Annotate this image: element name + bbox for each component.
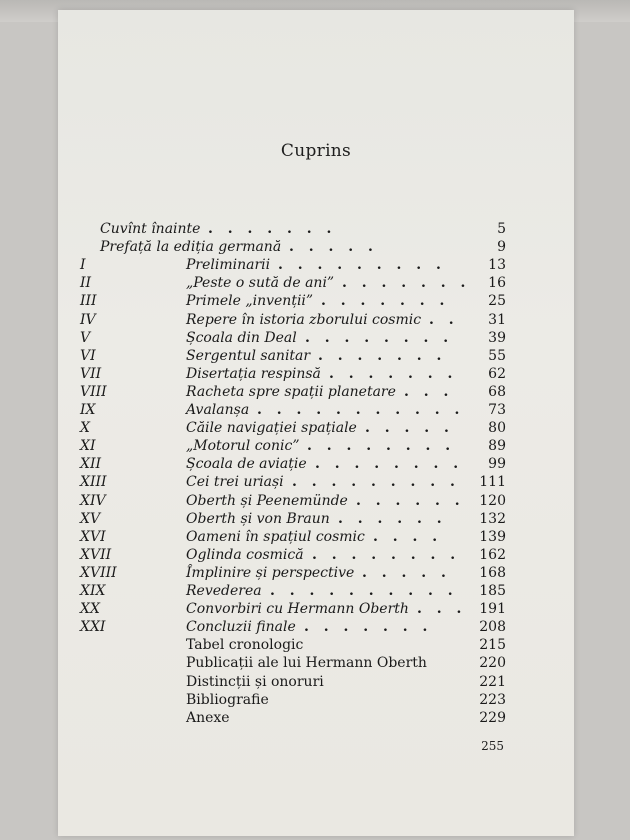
chapter-title: Distincții și onoruri <box>186 673 324 690</box>
page-reference: 31 <box>488 311 506 328</box>
toc-entry <box>58 582 574 601</box>
leader-dots: . . . . . . . <box>304 619 433 636</box>
toc-entry <box>58 618 574 637</box>
chapter-number: III <box>80 293 97 310</box>
toc-entry <box>58 292 574 311</box>
chapter-title: Oglinda cosmică <box>186 546 304 563</box>
toc-entry <box>58 546 574 565</box>
chapter-title: Bibliografie <box>186 691 269 708</box>
chapter-number: VII <box>80 365 102 382</box>
leader-dots: . . . . . . . <box>342 275 471 292</box>
page-reference: 80 <box>488 420 506 437</box>
leader-dots: . . <box>429 311 459 328</box>
chapter-number: XVII <box>80 546 112 563</box>
leader-dots: . . . . . . . . <box>315 456 464 473</box>
toc-entry <box>58 636 574 655</box>
page-reference: 132 <box>479 510 506 527</box>
page-reference: 208 <box>479 619 506 636</box>
chapter-number: XVI <box>80 528 106 545</box>
page-reference: 9 <box>497 239 506 256</box>
toc-entry <box>58 347 574 366</box>
chapter-number: XIV <box>80 492 106 509</box>
chapter-title: Disertația respinsă <box>186 365 321 382</box>
chapter-number: X <box>80 420 90 437</box>
chapter-number: XV <box>80 510 101 527</box>
leader-dots: . . . . . . <box>338 510 447 527</box>
page-reference: 215 <box>479 637 506 654</box>
toc-entry <box>58 473 574 492</box>
toc-entry <box>58 455 574 474</box>
chapter-title: Oberth și Peenemünde <box>186 492 348 509</box>
page-reference: 220 <box>479 655 506 672</box>
page-reference: 191 <box>479 601 506 618</box>
chapter-title: „Peste o sută de ani” <box>186 275 335 292</box>
leader-dots: . . . . . . . <box>208 221 337 237</box>
page-title: Cuprins <box>280 141 352 161</box>
chapter-title: Împlinire și perspective <box>186 564 355 581</box>
toc-entry <box>58 600 574 619</box>
leader-dots: . . . . . <box>289 239 378 256</box>
toc-entry <box>58 383 574 402</box>
page-reference: 223 <box>479 691 506 708</box>
leader-dots: . . . <box>404 383 454 400</box>
chapter-number: IV <box>80 311 96 328</box>
chapter-number: VI <box>80 347 96 364</box>
chapter-number: XII <box>80 456 102 473</box>
chapter-title: Anexe <box>186 709 230 726</box>
chapter-title: Școala din Deal <box>186 329 297 346</box>
toc-entry <box>58 673 574 692</box>
toc-entry <box>58 419 574 438</box>
page-reference: 111 <box>479 474 506 491</box>
page-reference: 25 <box>488 293 506 310</box>
leader-dots: . . . <box>417 601 467 618</box>
toc-entry <box>58 220 574 239</box>
toc-entry <box>58 492 574 511</box>
leader-dots: . . . . . <box>362 564 451 581</box>
chapter-number: XIX <box>80 583 106 599</box>
toc-entry <box>58 709 574 728</box>
chapter-title: Căile navigației spațiale <box>186 420 357 437</box>
leader-dots: . . . . . . . . <box>305 329 454 346</box>
chapter-title: Școala de aviație <box>186 456 307 473</box>
toc-entry <box>58 654 574 673</box>
chapter-number: XVIII <box>80 564 117 581</box>
page-reference: 62 <box>488 365 506 382</box>
chapter-title: Oberth și von Braun <box>186 510 330 527</box>
chapter-title: Tabel cronologic <box>186 637 304 654</box>
chapter-title: Avalanșa <box>186 402 250 418</box>
page-reference: 55 <box>488 347 506 364</box>
page-reference: 5 <box>497 221 506 237</box>
chapter-number: II <box>80 275 92 292</box>
book-page <box>58 10 574 836</box>
chapter-title: Publicații ale lui Hermann Oberth <box>186 655 427 672</box>
leader-dots: . . . . . . . . . <box>292 474 460 491</box>
leader-dots: . . . . . . . <box>329 365 458 382</box>
chapter-title: Prefață la ediția germană <box>100 239 282 256</box>
chapter-number: XXI <box>80 619 106 636</box>
page-reference: 89 <box>488 438 506 455</box>
page-reference: 16 <box>488 275 506 292</box>
chapter-number: V <box>80 329 91 346</box>
chapter-title: Revederea <box>186 583 262 599</box>
toc-entry <box>58 274 574 293</box>
leader-dots: . . . . . . <box>356 492 465 509</box>
leader-dots: . . . . . . . . . . <box>270 583 458 599</box>
toc-entry <box>58 256 574 275</box>
leader-dots: . . . . <box>373 528 443 545</box>
toc-entry <box>58 437 574 456</box>
chapter-number: VIII <box>80 383 107 400</box>
chapter-number: XX <box>80 601 100 618</box>
chapter-title: Sergentul sanitar <box>186 347 311 364</box>
toc-entry <box>58 401 574 420</box>
page-reference: 162 <box>479 546 506 563</box>
page-reference: 99 <box>488 456 506 473</box>
leader-dots: . . . . . <box>365 420 454 437</box>
page-reference: 221 <box>479 673 506 690</box>
leader-dots: . . . . . . . . . <box>278 257 446 274</box>
toc-entry <box>58 311 574 330</box>
chapter-title: Cei trei uriași <box>186 474 284 491</box>
page-number: 255 <box>481 739 504 753</box>
leader-dots: . . . . . . . . <box>307 438 456 455</box>
page-reference: 68 <box>488 383 506 400</box>
page-reference: 73 <box>488 402 506 418</box>
chapter-title: Preliminarii <box>186 257 271 274</box>
chapter-title: Racheta spre spații planetare <box>186 383 396 400</box>
toc-entry <box>58 528 574 547</box>
page-reference: 39 <box>488 329 506 346</box>
leader-dots: . . . . . . . . . . . <box>257 402 465 418</box>
toc-entry <box>58 329 574 348</box>
chapter-title: Convorbiri cu Hermann Oberth <box>186 601 409 618</box>
page-reference: 168 <box>479 564 506 581</box>
toc-entry <box>58 238 574 257</box>
toc-entry <box>58 564 574 583</box>
page-reference: 13 <box>488 257 506 274</box>
leader-dots: . . . . . . . . <box>312 546 461 563</box>
chapter-title: Repere în istoria zborului cosmic <box>186 311 422 328</box>
leader-dots: . . . . . . . <box>321 293 450 310</box>
chapter-title: Oameni în spațiul cosmic <box>186 528 365 545</box>
chapter-number: XIII <box>80 474 107 491</box>
chapter-number: XI <box>80 438 96 455</box>
page-reference: 185 <box>479 583 506 599</box>
chapter-title: Cuvînt înainte <box>100 221 201 237</box>
chapter-title: Concluzii finale <box>186 619 296 636</box>
page-reference: 120 <box>479 492 506 509</box>
toc-entry <box>58 510 574 529</box>
chapter-number: IX <box>80 402 96 418</box>
page-reference: 139 <box>479 528 506 545</box>
toc-entry <box>58 691 574 710</box>
chapter-title: Primele „invenții” <box>186 293 314 310</box>
page-reference: 229 <box>479 709 506 726</box>
chapter-title: „Motorul conic” <box>186 438 300 455</box>
leader-dots: . . . . . . . <box>318 347 447 364</box>
toc-entry <box>58 365 574 384</box>
chapter-number: I <box>80 257 86 274</box>
